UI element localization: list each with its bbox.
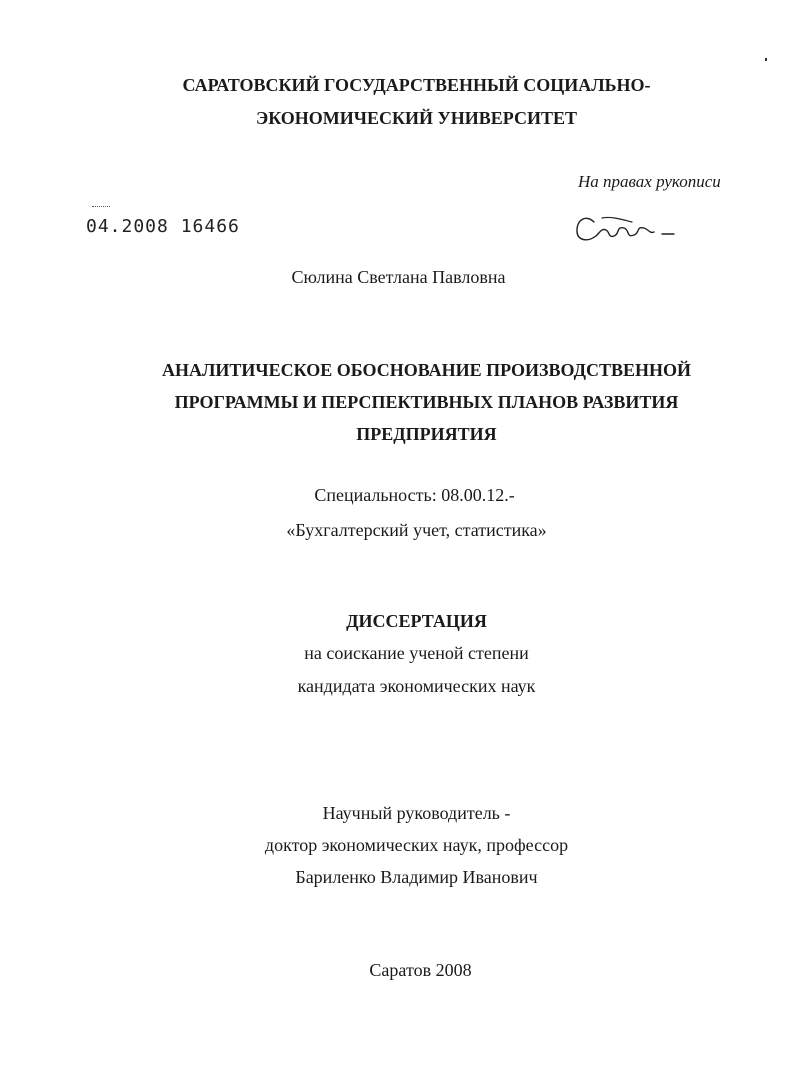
signature-icon (572, 208, 682, 248)
dissertation-title-line-2: ПРОГРАММЫ И ПЕРСПЕКТИВНЫХ ПЛАНОВ РАЗВИТИЯ (174, 392, 679, 412)
place-and-year: Саратов 2008 (369, 960, 472, 980)
author-name: Сюлина Светлана Павловна (291, 267, 506, 287)
document-number: 04.2008 16466 (86, 216, 240, 237)
scan-speck (765, 58, 767, 61)
supervisor-name: Бариленко Владимир Иванович (295, 867, 538, 887)
supervisor-role: Научный руководитель - (322, 803, 511, 823)
doc-number-mark (92, 206, 110, 209)
degree-line-1: на соискание ученой степени (304, 643, 529, 663)
work-type-heading: ДИССЕРТАЦИЯ (346, 611, 487, 631)
university-name-line-2: ЭКОНОМИЧЕСКИЙ УНИВЕРСИТЕТ (255, 108, 578, 128)
dissertation-title-line-1: АНАЛИТИЧЕСКОЕ ОБОСНОВАНИЕ ПРОИЗВОДСТВЕННОЙ (161, 360, 692, 380)
supervisor-rank: доктор экономических наук, профессор (264, 835, 569, 855)
university-name-line-1: САРАТОВСКИЙ ГОСУДАРСТВЕННЫЙ СОЦИАЛЬНО- (182, 75, 651, 95)
manuscript-rights-note: На правах рукописи (578, 172, 721, 191)
specialty-code: Специальность: 08.00.12.- (314, 485, 515, 505)
dissertation-title-line-3: ПРЕДПРИЯТИЯ (356, 424, 497, 444)
degree-line-2: кандидата экономических наук (297, 676, 536, 696)
specialty-name: «Бухгалтерский учет, статистика» (286, 520, 547, 540)
